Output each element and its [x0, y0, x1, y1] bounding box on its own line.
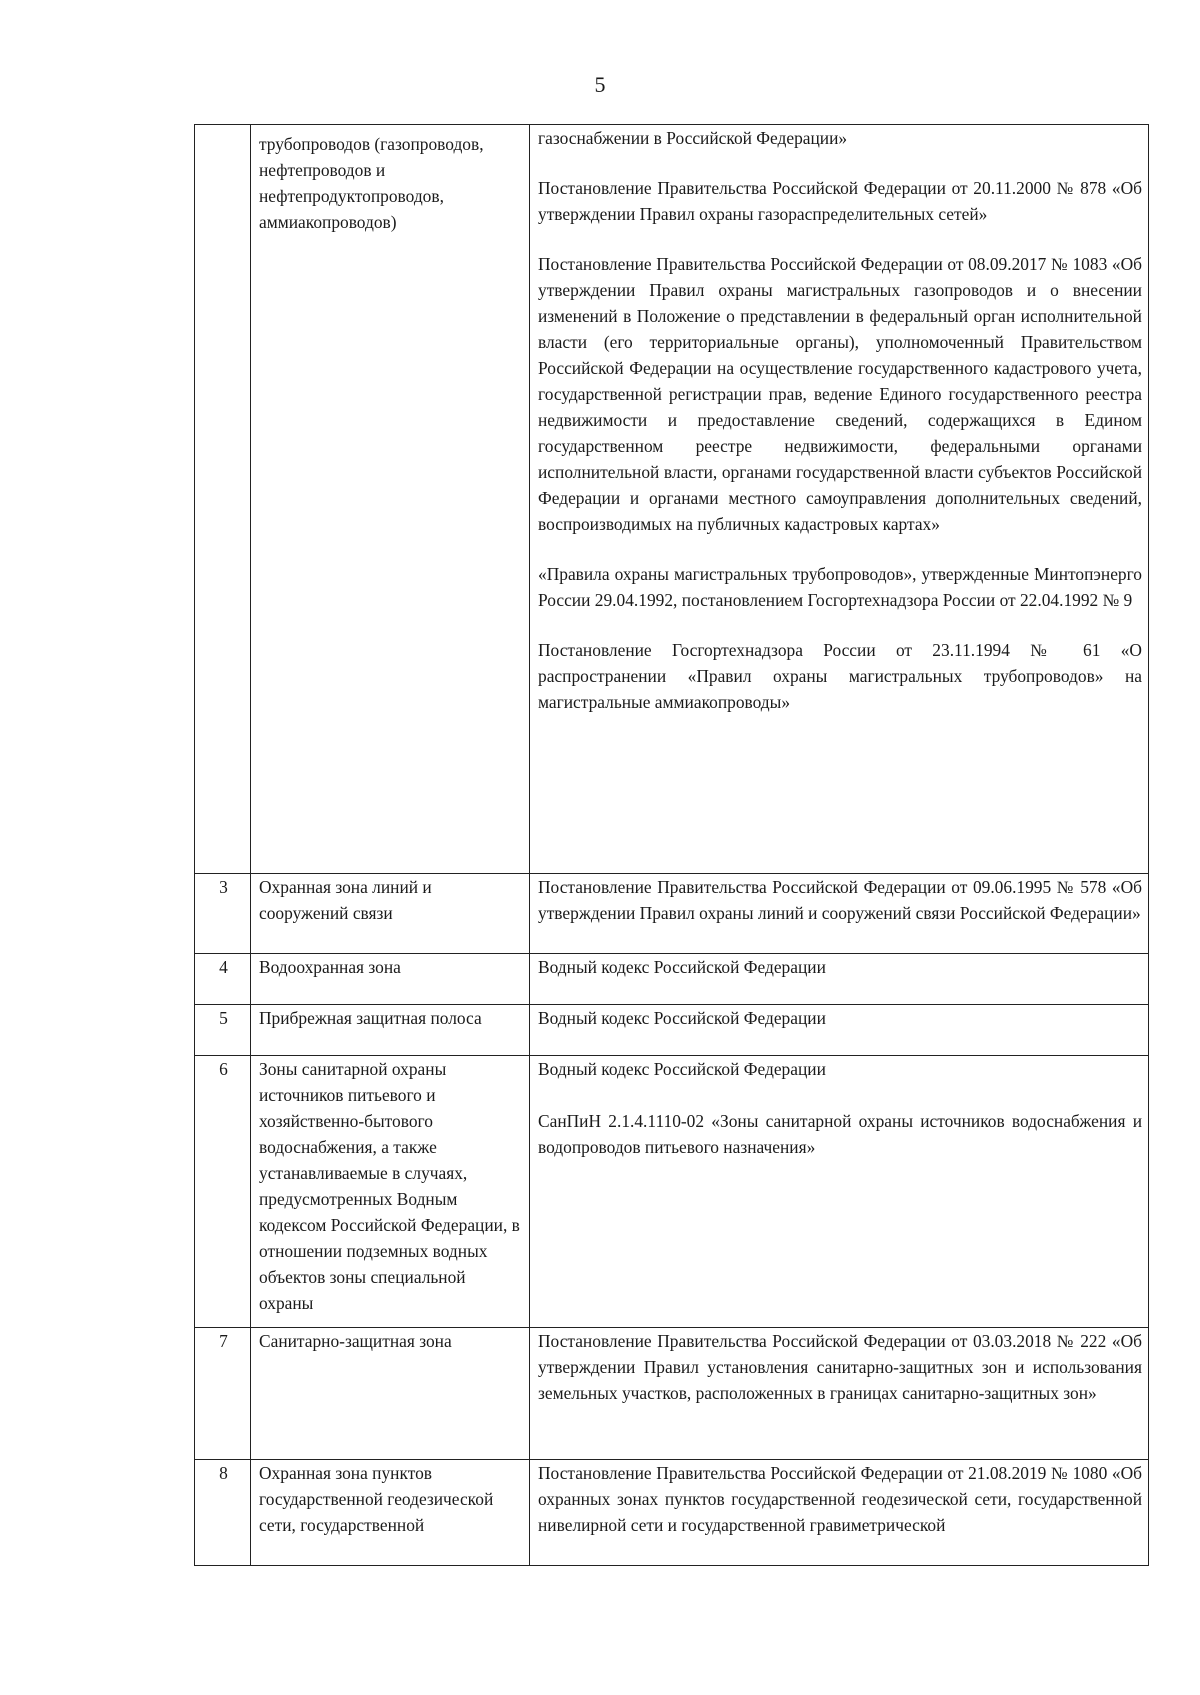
page-number: 5 — [594, 72, 606, 97]
zone-name: Охранная зона линий и сооружений связи — [251, 874, 530, 954]
table-row — [195, 1460, 1149, 1566]
zone-name: трубопроводов (газопроводов, нефтепроводов и нефтепродуктопроводов, аммиакопроводов) — [251, 125, 530, 874]
basis-paragraph: газоснабжении в Российской Федерации» — [538, 128, 848, 148]
table-row — [195, 1328, 1149, 1460]
basis-paragraph: «Правила охраны магистральных трубопроводов», утвержденные Минтопэнерго России 29.04.1992, постановлением Госгортехнадзора России от 22.04.1992 № 9 — [538, 564, 1142, 610]
legal-basis — [530, 874, 1149, 954]
zone-name: Прибрежная защитная полоса — [251, 1005, 530, 1056]
basis-paragraph: Постановление Правительства Российской Федерации от 09.06.1995 № 578 «Об утверждении Правил охраны линий и сооружений связи Российской Федерации» — [538, 877, 1142, 923]
legal-basis — [530, 1328, 1149, 1460]
basis-paragraph: Постановление Госгортехнадзора России от 23.11.1994 № 61 «О распространении «Правил охраны магистральных трубопроводов» на магистральные аммиакопроводы» — [538, 640, 1142, 712]
row-number: 3 — [195, 874, 251, 954]
table-row — [195, 125, 1149, 874]
legal-basis — [530, 1056, 1149, 1328]
table-row — [195, 1056, 1149, 1328]
row-number — [195, 125, 251, 874]
zone-name: Охранная зона пунктов государственной геодезической сети, государственной — [251, 1460, 530, 1566]
regulation-table — [194, 124, 1149, 1566]
row-number: 6 — [195, 1056, 251, 1328]
basis-paragraph: Постановление Правительства Российской Федерации от 03.03.2018 № 222 «Об утверждении Правил установления санитарно-защитных зон и использования земельных участков, расположенных в границах санитарно-защитных зон» — [538, 1331, 1142, 1403]
table-row — [195, 874, 1149, 954]
zone-name: Водоохранная зона — [251, 954, 530, 1005]
legal-basis — [530, 954, 1149, 1005]
legal-basis — [530, 1460, 1149, 1566]
zone-name: Зоны санитарной охраны источников питьевого и хозяйственно-бытового водоснабжения, а также устанавливаемые в случаях, предусмотренных Водным кодексом Российской Федерации, в отношении подземных водных объектов зоны специальной охраны — [251, 1056, 530, 1328]
basis-paragraph: Водный кодекс Российской Федерации — [538, 1059, 826, 1079]
legal-basis — [530, 1005, 1149, 1056]
row-number: 4 — [195, 954, 251, 1005]
zone-name: Санитарно-защитная зона — [251, 1328, 530, 1460]
basis-paragraph: Водный кодекс Российской Федерации — [538, 957, 826, 977]
row-number: 5 — [195, 1005, 251, 1056]
basis-paragraph: СанПиН 2.1.4.1110-02 «Зоны санитарной охраны источников водоснабжения и водопроводов питьевого назначения» — [538, 1111, 1142, 1157]
basis-paragraph: Постановление Правительства Российской Федерации от 20.11.2000 № 878 «Об утверждении Правил охраны газораспределительных сетей» — [538, 178, 1142, 224]
basis-paragraph: Водный кодекс Российской Федерации — [538, 1008, 826, 1028]
basis-paragraph: Постановление Правительства Российской Федерации от 21.08.2019 № 1080 «Об охранных зонах пунктов государственной геодезической сети, государственной нивелирной сети и государственной гравиметрической — [538, 1463, 1142, 1535]
row-number: 7 — [195, 1328, 251, 1460]
legal-basis — [530, 125, 1149, 874]
basis-paragraph: Постановление Правительства Российской Федерации от 08.09.2017 № 1083 «Об утверждении Правил охраны магистральных газопроводов и о внесении изменений в Положение о представлении в федеральный орган исполнительной власти (его территориальные органы), уполномоченный Правительством Российской Федерации на осуществление государственного кадастрового учета, государственной регистрации прав, ведение Единого государственного реестра недвижимости и предоставление сведений, содержащихся в Едином государственном реестре недвижимости, федеральными органами исполнительной власти, органами государственной власти субъектов Российской Федерации и органами местного самоуправления дополнительных сведений, воспроизводимых на публичных кадастровых картах» — [538, 254, 1142, 534]
table-row — [195, 1005, 1149, 1056]
row-number: 8 — [195, 1460, 251, 1566]
table-row — [195, 954, 1149, 1005]
